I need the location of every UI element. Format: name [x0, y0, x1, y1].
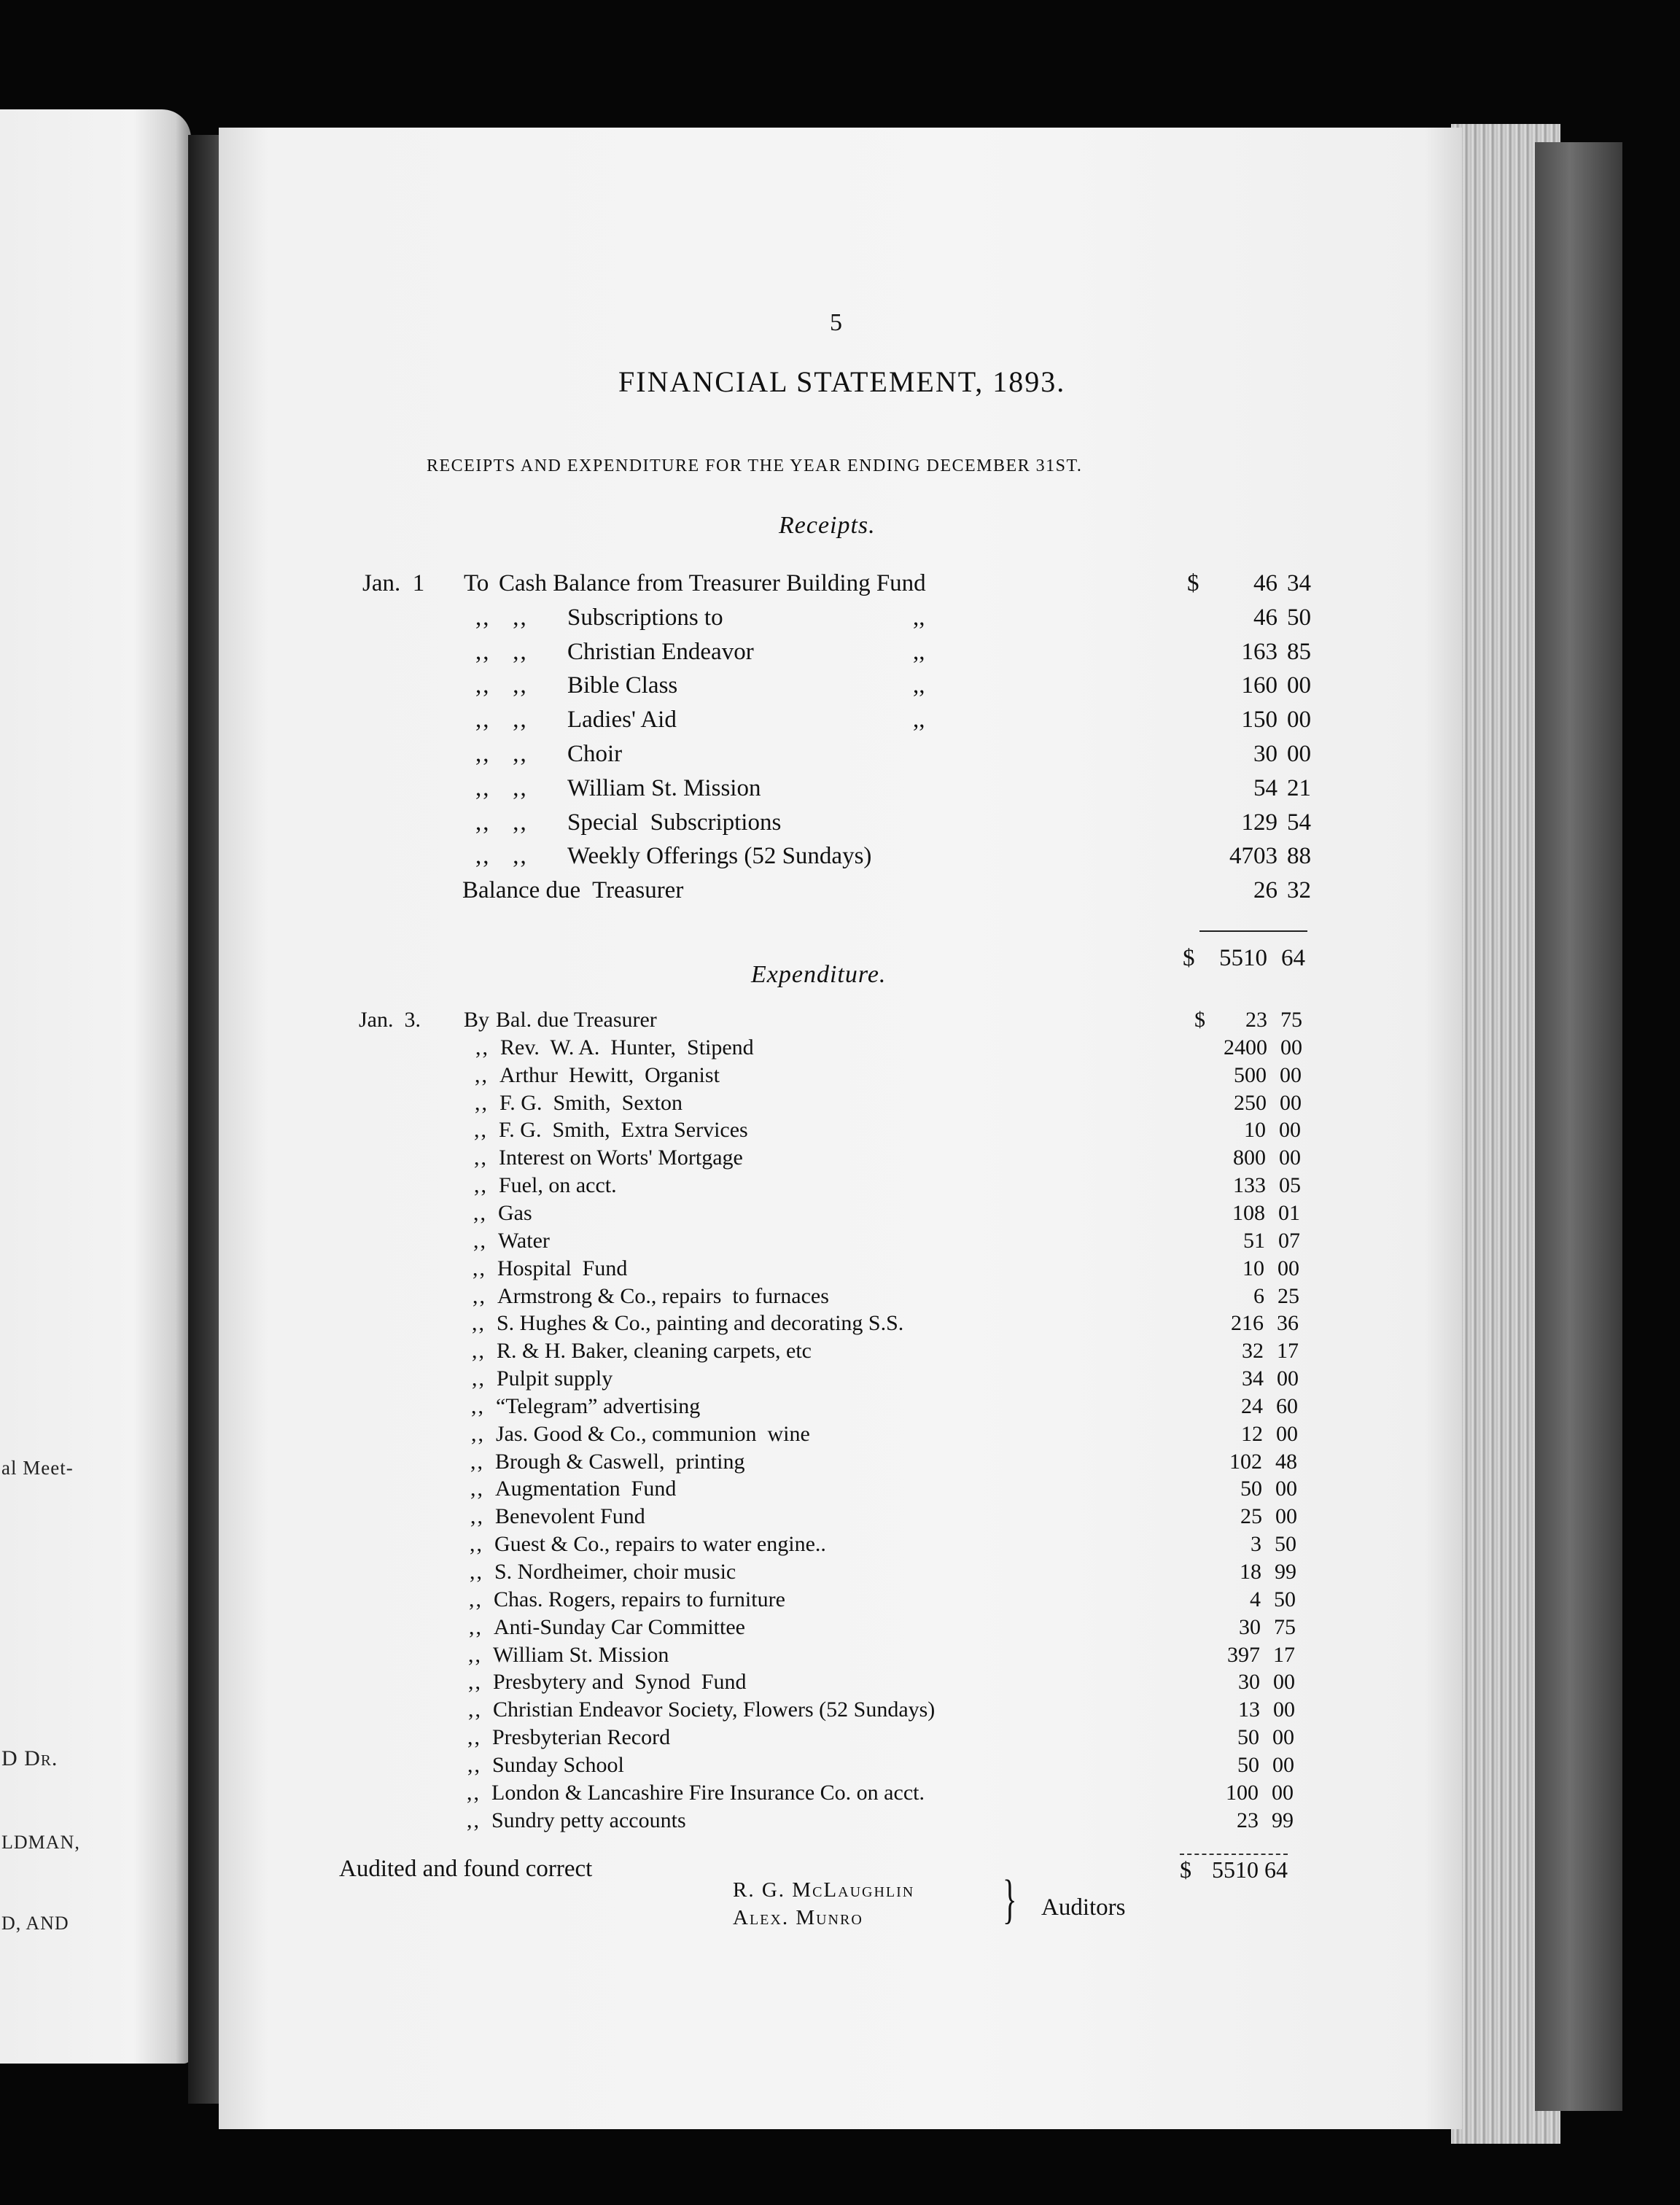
dot-leader	[747, 1146, 1176, 1173]
dot-leader	[704, 1394, 1173, 1422]
facing-page-fragment: al Meet-	[1, 1457, 74, 1479]
receipts-heading: Receipts.	[779, 512, 876, 539]
row-cents: 34	[1287, 570, 1311, 596]
row-amount: 129	[1241, 809, 1278, 836]
row-cents: 00	[1275, 1477, 1297, 1501]
row-ditto: ,,	[470, 1532, 483, 1557]
row-cents: 00	[1273, 1670, 1295, 1695]
row-amount: 25	[1240, 1504, 1262, 1529]
expenditure-row	[0, 1698, 1305, 1725]
dot-leader	[740, 1560, 1172, 1587]
row-ditto: ,, ,,	[475, 809, 528, 836]
dot-leader	[939, 1698, 1170, 1725]
total-dollar-sign: $	[1180, 1856, 1191, 1883]
dot-leader	[650, 1504, 1172, 1532]
row-cents: 00	[1280, 1090, 1302, 1115]
expenditure-row	[0, 1781, 1304, 1808]
expenditure-row	[0, 1366, 1309, 1394]
row-cents: 00	[1275, 1504, 1297, 1529]
expenditure-row	[0, 1284, 1310, 1312]
facing-page-fragment: LDMAN,	[1, 1832, 80, 1853]
receipt-row	[0, 604, 1312, 638]
row-cents: 00	[1287, 741, 1311, 767]
row-amount: 50	[1237, 1725, 1259, 1750]
row-cents: 00	[1280, 1062, 1302, 1087]
expenditure-heading: Expenditure.	[751, 961, 887, 988]
expenditure-row	[0, 1504, 1307, 1532]
row-label: Sunday School	[492, 1752, 624, 1777]
row-ditto: ,,	[472, 1256, 486, 1280]
total-cents: 64	[1264, 1856, 1288, 1883]
row-amount: 216	[1231, 1311, 1264, 1336]
row-cents: 25	[1278, 1283, 1299, 1308]
row-cents: 07	[1278, 1228, 1300, 1253]
book-cover-edge	[1535, 142, 1622, 2111]
dot-leader	[680, 1477, 1172, 1504]
receipt-row	[0, 877, 1312, 911]
row-label: London & Lancashire Fire Insurance Co. on acct.	[491, 1780, 925, 1805]
receipt-row	[0, 741, 1312, 774]
row-label: William St. Mission	[493, 1642, 669, 1667]
row-amount: 30	[1253, 741, 1278, 767]
expenditure-row	[0, 1615, 1306, 1643]
row-ditto-mark: ,,	[913, 604, 925, 631]
row-ditto: ,,	[475, 1062, 489, 1087]
row-ditto: ,, ,,	[475, 774, 528, 801]
row-label: Gas	[498, 1200, 532, 1225]
row-ditto: ,,	[473, 1200, 487, 1225]
page-number: 5	[830, 309, 842, 336]
row-cents: 54	[1287, 809, 1311, 836]
expenditure-row	[0, 1394, 1308, 1422]
row-ditto: ,,	[470, 1560, 483, 1584]
row-ditto: ,,	[469, 1614, 483, 1639]
row-ditto-mark: ,,	[913, 638, 925, 665]
dot-leader	[765, 775, 1183, 809]
row-label: F. G. Smith, Extra Services	[499, 1118, 748, 1143]
row-amount: 24	[1241, 1393, 1263, 1418]
row-amount: 3	[1251, 1532, 1261, 1557]
row-amount: 13	[1238, 1698, 1260, 1722]
row-ditto: ,,	[472, 1366, 486, 1391]
row-ditto: ,,	[470, 1477, 484, 1501]
receipt-row	[0, 775, 1312, 809]
row-amount: 23	[1245, 1008, 1267, 1032]
row-label: Subscriptions to	[567, 604, 723, 631]
dot-leader	[674, 1725, 1170, 1753]
expenditure-row	[0, 1587, 1306, 1615]
row-label: Bible Class	[567, 672, 678, 699]
dot-leader	[751, 1670, 1171, 1698]
row-label: Chas. Rogers, repairs to furniture	[494, 1587, 785, 1611]
row-ditto: ,, ,,	[475, 707, 528, 734]
row-label: Anti-Sunday Car Committee	[494, 1614, 745, 1639]
expenditure-row	[0, 1532, 1307, 1560]
expenditure-row	[0, 1118, 1311, 1146]
row-amount: 30	[1239, 1614, 1261, 1639]
dot-leader	[831, 1532, 1172, 1560]
row-amount: 51	[1243, 1228, 1265, 1253]
row-amount: 4703	[1229, 843, 1278, 870]
row-cents: 88	[1287, 843, 1311, 870]
dot-leader	[691, 1808, 1169, 1836]
row-cents: 00	[1272, 1725, 1294, 1750]
row-cents: 00	[1272, 1780, 1294, 1805]
dot-leader	[617, 1366, 1174, 1394]
expenditure-row	[0, 1173, 1311, 1201]
row-amount: 18	[1240, 1560, 1261, 1584]
expenditure-row	[0, 1753, 1304, 1781]
receipts-total	[0, 945, 1312, 979]
dot-leader	[1050, 707, 1183, 740]
row-ditto: ,, ,,	[475, 672, 528, 699]
row-amount: 32	[1242, 1339, 1264, 1364]
row-ditto: ,, ,,	[475, 843, 528, 870]
auditors-brace: }	[1003, 1870, 1017, 1929]
receipt-row	[0, 639, 1312, 672]
dot-leader	[1050, 639, 1183, 672]
row-amount: 30	[1238, 1670, 1260, 1695]
total-dollar-sign: $	[1183, 945, 1195, 971]
row-ditto-mark: ,,	[913, 672, 925, 699]
row-label: Armstrong & Co., repairs to furnaces	[497, 1283, 829, 1308]
row-label: Arthur Hewitt, Organist	[499, 1062, 720, 1087]
row-ditto: ,,	[474, 1118, 488, 1143]
row-amount: 46	[1253, 604, 1278, 631]
row-cents: 36	[1277, 1311, 1299, 1336]
row-cents: 50	[1275, 1532, 1296, 1557]
row-ditto: ,,	[468, 1670, 482, 1695]
row-ditto: ,,	[467, 1752, 481, 1777]
row-prefix: To	[464, 570, 489, 596]
row-dollar-sign: $	[1187, 570, 1199, 596]
row-label: Pulpit supply	[497, 1366, 613, 1391]
row-cents: 00	[1277, 1366, 1299, 1391]
row-cents: 00	[1272, 1752, 1294, 1777]
row-cents: 00	[1278, 1256, 1299, 1280]
row-cents: 05	[1279, 1173, 1301, 1198]
expenditure-row	[0, 1450, 1307, 1477]
expenditure-row	[0, 1063, 1312, 1091]
row-amount: 12	[1241, 1421, 1263, 1446]
dot-leader	[930, 570, 1183, 604]
dot-leader	[876, 843, 1183, 876]
dot-leader	[1050, 604, 1183, 638]
row-amount: 2400	[1224, 1035, 1267, 1059]
row-cents: 00	[1279, 1118, 1301, 1143]
row-ditto: ,, ,,	[475, 638, 528, 665]
dot-leader	[750, 1615, 1171, 1643]
row-cents: 50	[1274, 1587, 1296, 1611]
expenditure-row	[0, 1808, 1304, 1836]
row-label: Brough & Caswell, printing	[495, 1449, 745, 1474]
row-amount: 10	[1242, 1256, 1264, 1280]
row-cents: 48	[1275, 1449, 1297, 1474]
dot-leader	[554, 1229, 1175, 1256]
expenditure-row	[0, 1146, 1311, 1173]
row-label: “Telegram” advertising	[496, 1393, 701, 1418]
dot-leader	[816, 1339, 1174, 1366]
row-amount: 250	[1234, 1090, 1267, 1115]
row-label: S. Nordheimer, choir music	[494, 1560, 736, 1584]
auditor-signature: R. G. McLaughlin	[733, 1878, 915, 1902]
row-amount: 34	[1242, 1366, 1264, 1391]
row-ditto: ,,	[475, 1090, 489, 1115]
dot-leader	[929, 1781, 1169, 1808]
row-cents: 17	[1277, 1339, 1299, 1364]
row-ditto: ,, ,,	[475, 604, 528, 631]
row-amount: 6	[1253, 1283, 1264, 1308]
expenditure-row	[0, 1725, 1304, 1753]
row-cents: 00	[1287, 672, 1311, 699]
dot-leader	[621, 1173, 1176, 1201]
row-amount: 800	[1233, 1146, 1266, 1170]
expenditure-total	[0, 1856, 1312, 1884]
row-cents: 75	[1274, 1614, 1296, 1639]
dot-leader	[1050, 672, 1183, 706]
row-cents: 32	[1287, 877, 1311, 904]
facing-page-fragment: D, AND	[1, 1913, 69, 1934]
expenditure-row	[0, 1339, 1309, 1366]
row-ditto: ,,	[470, 1449, 484, 1474]
auditors-label: Auditors	[1041, 1894, 1126, 1921]
expenditure-row	[0, 1091, 1312, 1119]
receipts-total-rule	[1199, 930, 1307, 932]
row-amount: 108	[1232, 1200, 1265, 1225]
row-amount: 46	[1253, 570, 1278, 596]
row-ditto: ,,	[469, 1587, 483, 1611]
row-label: R. & H. Baker, cleaning carpets, etc	[497, 1339, 812, 1364]
row-label: Christian Endeavor Society, Flowers (52 Sundays)	[493, 1698, 936, 1722]
receipt-row	[0, 570, 1312, 604]
row-cents: 00	[1279, 1146, 1301, 1170]
row-cents: 75	[1280, 1008, 1302, 1032]
row-cents: 00	[1273, 1698, 1295, 1722]
row-label: Interest on Worts' Mortgage	[499, 1146, 743, 1170]
row-label: Bal. due Treasurer	[496, 1008, 657, 1032]
row-ditto: ,, ,,	[475, 741, 528, 767]
row-cents: 01	[1278, 1200, 1300, 1225]
page-title: FINANCIAL STATEMENT, 1893.	[618, 365, 1066, 398]
row-label: Presbytery and Synod Fund	[493, 1670, 747, 1695]
dot-leader	[687, 1091, 1177, 1119]
row-ditto: ,,	[471, 1421, 485, 1446]
row-ditto: ,,	[468, 1698, 482, 1722]
dot-leader	[688, 877, 1183, 911]
row-label: Special Subscriptions	[567, 809, 782, 836]
row-ditto: ,,	[472, 1339, 486, 1364]
row-ditto: ,,	[470, 1504, 484, 1529]
row-ditto: ,,	[474, 1146, 488, 1170]
row-amount: 100	[1226, 1780, 1259, 1805]
expenditure-row	[0, 1201, 1310, 1229]
row-prefix: By	[464, 1008, 490, 1032]
row-cents: 99	[1275, 1560, 1296, 1584]
row-cents: 00	[1287, 707, 1311, 734]
audit-note: Audited and found correct	[339, 1856, 593, 1882]
row-ditto: ,,	[475, 1035, 489, 1059]
row-ditto: ,,	[468, 1642, 482, 1667]
row-label: Hospital Fund	[497, 1256, 628, 1280]
dot-leader	[790, 1587, 1171, 1615]
row-cents: 50	[1287, 604, 1311, 631]
expenditure-row	[0, 1422, 1308, 1450]
row-label: Christian Endeavor	[567, 638, 754, 665]
row-amount: 50	[1237, 1752, 1259, 1777]
row-ditto-mark: ,,	[913, 707, 925, 734]
row-date: Jan. 1	[362, 570, 425, 596]
dot-leader	[758, 1035, 1178, 1063]
expenditure-row	[0, 1008, 1312, 1035]
row-date: Jan. 3.	[359, 1008, 421, 1032]
row-label: Jas. Good & Co., communion wine	[496, 1421, 810, 1446]
row-ditto: ,,	[467, 1725, 481, 1750]
row-cents: 21	[1287, 774, 1311, 801]
row-cents: 17	[1273, 1642, 1295, 1667]
row-amount: 397	[1227, 1642, 1260, 1667]
row-amount: 163	[1241, 638, 1278, 665]
dot-leader	[629, 1753, 1170, 1781]
row-label: Ladies' Aid	[567, 707, 677, 734]
dot-leader	[673, 1643, 1170, 1671]
dot-leader	[724, 1063, 1177, 1091]
row-amount: 54	[1253, 774, 1278, 801]
dot-leader	[785, 809, 1183, 843]
row-cents: 60	[1276, 1393, 1298, 1418]
expenditure-row	[0, 1229, 1310, 1256]
row-ditto: ,,	[467, 1808, 481, 1832]
row-amount: 102	[1229, 1449, 1262, 1474]
row-cents: 00	[1280, 1035, 1302, 1059]
row-ditto: ,,	[473, 1228, 487, 1253]
receipt-row	[0, 672, 1312, 706]
row-label: Cash Balance from Treasurer Building Fund	[499, 570, 926, 596]
expenditure-row	[0, 1560, 1307, 1587]
expenditure-row	[0, 1643, 1305, 1671]
receipt-row	[0, 809, 1312, 843]
dot-leader	[752, 1118, 1176, 1146]
row-ditto: ,,	[472, 1311, 486, 1336]
row-cents: 00	[1276, 1421, 1298, 1446]
row-label: William St. Mission	[567, 774, 761, 801]
total-amount: 5510	[1212, 1856, 1259, 1883]
expenditure-row	[0, 1477, 1307, 1504]
dot-leader	[661, 1008, 1178, 1035]
dot-leader	[537, 1201, 1175, 1229]
dot-leader	[631, 1256, 1175, 1284]
row-label: Weekly Offerings (52 Sundays)	[567, 843, 872, 870]
row-amount: 500	[1234, 1062, 1267, 1087]
expenditure-row	[0, 1670, 1305, 1698]
row-dollar-sign: $	[1194, 1008, 1205, 1032]
dot-leader	[749, 1450, 1172, 1477]
row-amount: 150	[1241, 707, 1278, 734]
row-amount: 23	[1237, 1808, 1259, 1832]
page-subtitle: RECEIPTS AND EXPENDITURE FOR THE YEAR ENDING DECEMBER 31ST.	[427, 456, 1083, 475]
row-ditto: ,,	[471, 1393, 485, 1418]
dot-leader	[908, 1311, 1174, 1339]
row-amount: 133	[1233, 1173, 1266, 1198]
expenditure-row	[0, 1256, 1310, 1284]
dot-leader	[814, 1422, 1173, 1450]
row-label: Sundry petty accounts	[491, 1808, 686, 1832]
row-label: Guest & Co., repairs to water engine..	[494, 1532, 826, 1557]
row-amount: 26	[1253, 877, 1278, 904]
row-amount: 4	[1250, 1587, 1261, 1611]
total-cents: 64	[1281, 945, 1305, 971]
dot-leader	[833, 1284, 1175, 1312]
row-amount: 10	[1244, 1118, 1266, 1143]
expenditure-row	[0, 1035, 1312, 1063]
row-label: Augmentation Fund	[495, 1477, 677, 1501]
row-label: Water	[498, 1228, 550, 1253]
row-label: Benevolent Fund	[495, 1504, 645, 1529]
row-label: Balance due Treasurer	[462, 877, 684, 904]
row-amount: 160	[1241, 672, 1278, 699]
total-amount: 5510	[1219, 945, 1267, 971]
row-label: Rev. W. A. Hunter, Stipend	[500, 1035, 754, 1059]
expenditure-row	[0, 1311, 1309, 1339]
row-cents: 85	[1287, 638, 1311, 665]
receipt-row	[0, 843, 1312, 876]
row-ditto: ,,	[472, 1283, 486, 1308]
row-ditto: ,,	[467, 1780, 481, 1805]
row-label: Presbyterian Record	[492, 1725, 671, 1750]
row-label: Fuel, on acct.	[499, 1173, 617, 1198]
row-cents: 99	[1272, 1808, 1294, 1832]
row-amount: 50	[1240, 1477, 1262, 1501]
receipt-row	[0, 707, 1312, 740]
facing-page-fragment: D Dr.	[1, 1746, 58, 1770]
row-label: S. Hughes & Co., painting and decorating S.S.	[497, 1311, 904, 1336]
row-label: Choir	[567, 741, 623, 767]
auditor-signature: Alex. Munro	[733, 1906, 863, 1929]
row-ditto: ,,	[474, 1173, 488, 1198]
row-label: F. G. Smith, Sexton	[499, 1090, 682, 1115]
dot-leader	[626, 741, 1183, 774]
